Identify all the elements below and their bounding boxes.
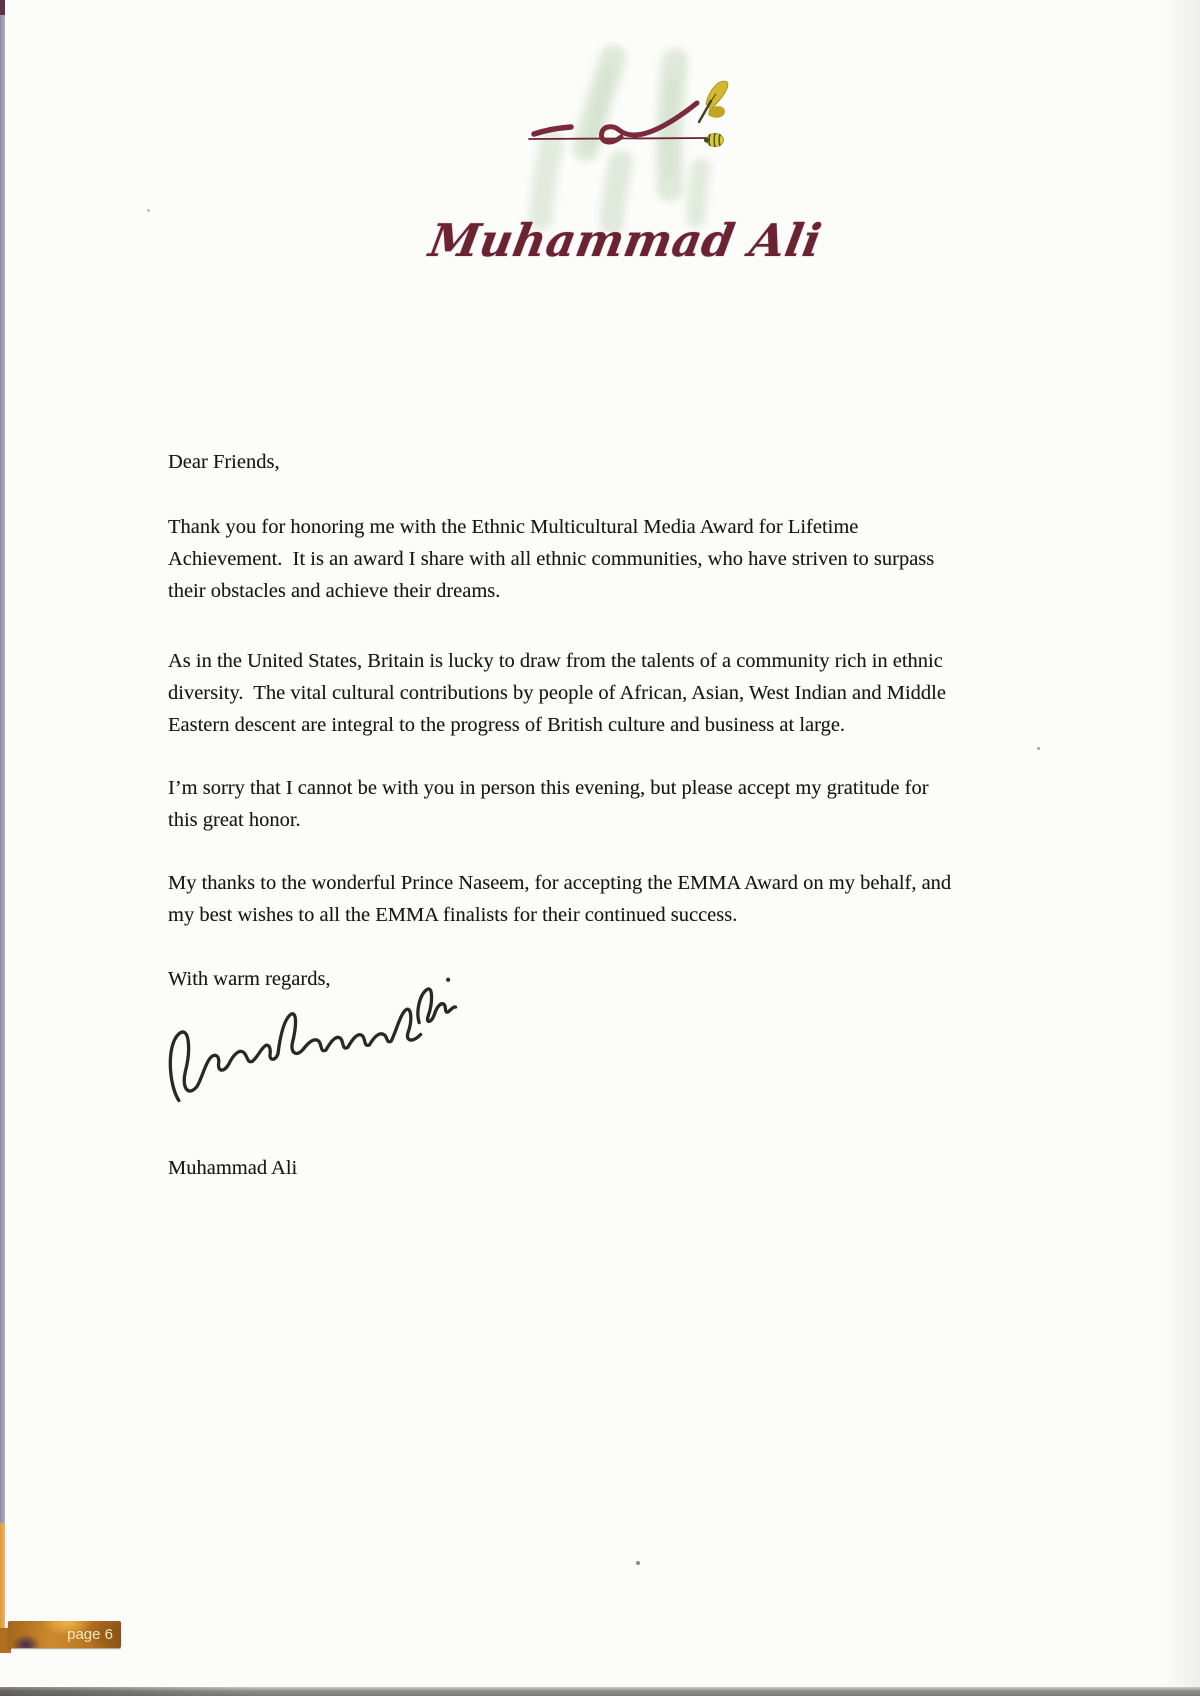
bee-icon (704, 133, 724, 147)
typed-signature-name: Muhammad Ali (168, 1157, 298, 1179)
paragraph-line: Achievement. It is an award I share with all ethnic communities, who have striven to surpass (168, 548, 935, 570)
letterhead-logo (470, 42, 740, 232)
paragraph-line: I’m sorry that I cannot be with you in person this evening, but please accept my gratitude for (168, 777, 929, 799)
page-number-badge: page 6 (8, 1621, 121, 1648)
paragraph-line: my best wishes to all the EMMA finalists for their continued success. (168, 904, 738, 926)
watercolor-monogram-icon (541, 58, 701, 223)
paragraph-2 (168, 645, 946, 741)
scan-artifact-dot (147, 209, 150, 212)
scan-artifact-dot (636, 1561, 640, 1565)
letter-body (168, 446, 1068, 1546)
right-edge-shade (1160, 0, 1200, 1696)
salutation: Dear Friends, (168, 451, 280, 473)
paragraph-3 (168, 772, 929, 836)
ali-monogram-art (470, 42, 740, 232)
brand-script-name: Muhammad Ali (425, 214, 826, 267)
paragraph-1 (168, 511, 934, 607)
paragraph-line: Thank you for honoring me with the Ethnic Multicultural Media Award for Lifetime (168, 516, 859, 538)
closing: With warm regards, (168, 968, 331, 990)
left-edge-purple-strip (0, 0, 5, 1523)
butterfly-icon (699, 81, 728, 122)
paragraph-line: their obstacles and achieve their dreams. (168, 580, 501, 602)
bottom-scan-edge (0, 1687, 1200, 1696)
paragraph-line: My thanks to the wonderful Prince Naseem, for accepting the EMMA Award on my behalf, and (168, 872, 952, 894)
paragraph-line: this great honor. (168, 809, 301, 831)
paragraph-line: Eastern descent are integral to the progress of British culture and business at large. (168, 714, 846, 736)
scan-corner-mark (0, 0, 5, 15)
paragraph-line: diversity. The vital cultural contributions by people of African, Asian, West Indian and Middle (168, 682, 946, 704)
paragraph-4 (168, 867, 951, 931)
paragraph-line: As in the United States, Britain is lucky to draw from the talents of a community rich in ethnic (168, 650, 943, 672)
